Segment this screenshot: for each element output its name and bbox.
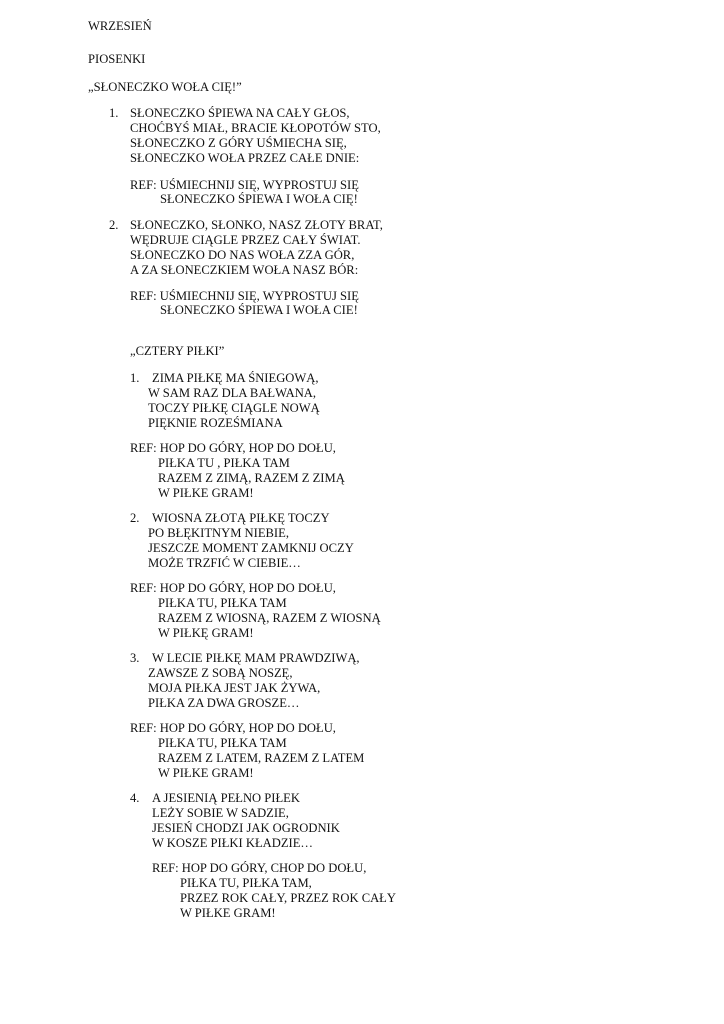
verse-number: 1. (130, 371, 140, 385)
verse-line: PO BŁĘKITNYM NIEBIE, (148, 526, 289, 540)
month-heading: WRZESIEŃ (88, 19, 152, 33)
verse-line: PIĘKNIE ROZEŚMIANA (148, 416, 283, 430)
verse-line: WĘDRUJE CIĄGLE PRZEZ CAŁY ŚWIAT. (130, 233, 361, 247)
refrain-line: REF: HOP DO GÓRY, HOP DO DOŁU, (130, 441, 336, 455)
refrain-line: W PIŁKE GRAM! (158, 486, 254, 500)
verse-line: WIOSNA ZŁOTĄ PIŁKĘ TOCZY (152, 511, 330, 525)
verse-line: MOJA PIŁKA JEST JAK ŻYWA, (148, 681, 321, 695)
refrain-line: REF: HOP DO GÓRY, HOP DO DOŁU, (130, 721, 336, 735)
verse-line: JESIEŃ CHODZI JAK OGRODNIK (152, 821, 340, 835)
verse-line: ZIMA PIŁKĘ MA ŚNIEGOWĄ, (152, 371, 319, 385)
verse-line: W LECIE PIŁKĘ MAM PRAWDZIWĄ, (152, 651, 360, 665)
refrain-line: REF: UŚMIECHNIJ SIĘ, WYPROSTUJ SIĘ (130, 178, 359, 192)
verse-line: W SAM RAZ DLA BAŁWANA, (148, 386, 317, 400)
refrain-line: RAZEM Z LATEM, RAZEM Z LATEM (158, 751, 365, 765)
refrain-line: SŁONECZKO ŚPIEWA I WOŁA CIĘ! (160, 192, 358, 206)
verse-line: JESZCZE MOMENT ZAMKNIJ OCZY (148, 541, 354, 555)
verse-line: A JESIENIĄ PEŁNO PIŁEK (152, 791, 300, 805)
verse-line: SŁONECZKO WOŁA PRZEZ CAŁE DNIE: (130, 151, 360, 165)
refrain-line: REF: HOP DO GÓRY, CHOP DO DOŁU, (152, 861, 367, 875)
verse-line: PIŁKA ZA DWA GROSZE… (148, 696, 300, 710)
verse-number: 1. (109, 106, 119, 120)
refrain-line: PIŁKA TU, PIŁKA TAM (158, 596, 287, 610)
verse-line: SŁONECZKO ŚPIEWA NA CAŁY GŁOS, (130, 106, 350, 120)
section-heading: PIOSENKI (88, 52, 146, 66)
verse-line: SŁONECZKO Z GÓRY UŚMIECHA SIĘ, (130, 136, 347, 150)
verse-line: SŁONECZKO DO NAS WOŁA ZZA GÓR, (130, 248, 355, 262)
refrain-line: RAZEM Z WIOSNĄ, RAZEM Z WIOSNĄ (158, 611, 381, 625)
verse-line: TOCZY PIŁKĘ CIĄGLE NOWĄ (148, 401, 320, 415)
refrain-line: W PIŁKE GRAM! (158, 766, 254, 780)
refrain-line: W PIŁKĘ GRAM! (158, 626, 254, 640)
refrain-line: PIŁKA TU, PIŁKA TAM, (180, 876, 312, 890)
verse-number: 4. (130, 791, 140, 805)
verse-line: MOŻE TRZFIĆ W CIEBIE… (148, 556, 301, 570)
refrain-line: PRZEZ ROK CAŁY, PRZEZ ROK CAŁY (180, 891, 396, 905)
verse-line: LEŻY SOBIE W SADZIE, (152, 806, 289, 820)
song-title: „CZTERY PIŁKI” (130, 344, 225, 358)
refrain-line: W PIŁKE GRAM! (180, 906, 276, 920)
verse-number: 3. (130, 651, 140, 665)
verse-number: 2. (130, 511, 140, 525)
refrain-line: SŁONECZKO ŚPIEWA I WOŁA CIE! (160, 303, 358, 317)
song-title: „SŁONECZKO WOŁA CIĘ!” (88, 80, 242, 94)
refrain-line: PIŁKA TU , PIŁKA TAM (158, 456, 290, 470)
verse-number: 2. (109, 218, 119, 232)
verse-line: ZAWSZE Z SOBĄ NOSZĘ, (148, 666, 293, 680)
verse-line: W KOSZE PIŁKI KŁADZIE… (152, 836, 314, 850)
refrain-line: REF: HOP DO GÓRY, HOP DO DOŁU, (130, 581, 336, 595)
refrain-line: REF: UŚMIECHNIJ SIĘ, WYPROSTUJ SIĘ (130, 289, 359, 303)
verse-line: CHOĆBYŚ MIAŁ, BRACIE KŁOPOTÓW STO, (130, 121, 381, 135)
verse-line: SŁONECZKO, SŁONKO, NASZ ZŁOTY BRAT, (130, 218, 383, 232)
refrain-line: PIŁKA TU, PIŁKA TAM (158, 736, 287, 750)
refrain-line: RAZEM Z ZIMĄ, RAZEM Z ZIMĄ (158, 471, 345, 485)
verse-line: A ZA SŁONECZKIEM WOŁA NASZ BÓR: (130, 263, 359, 277)
